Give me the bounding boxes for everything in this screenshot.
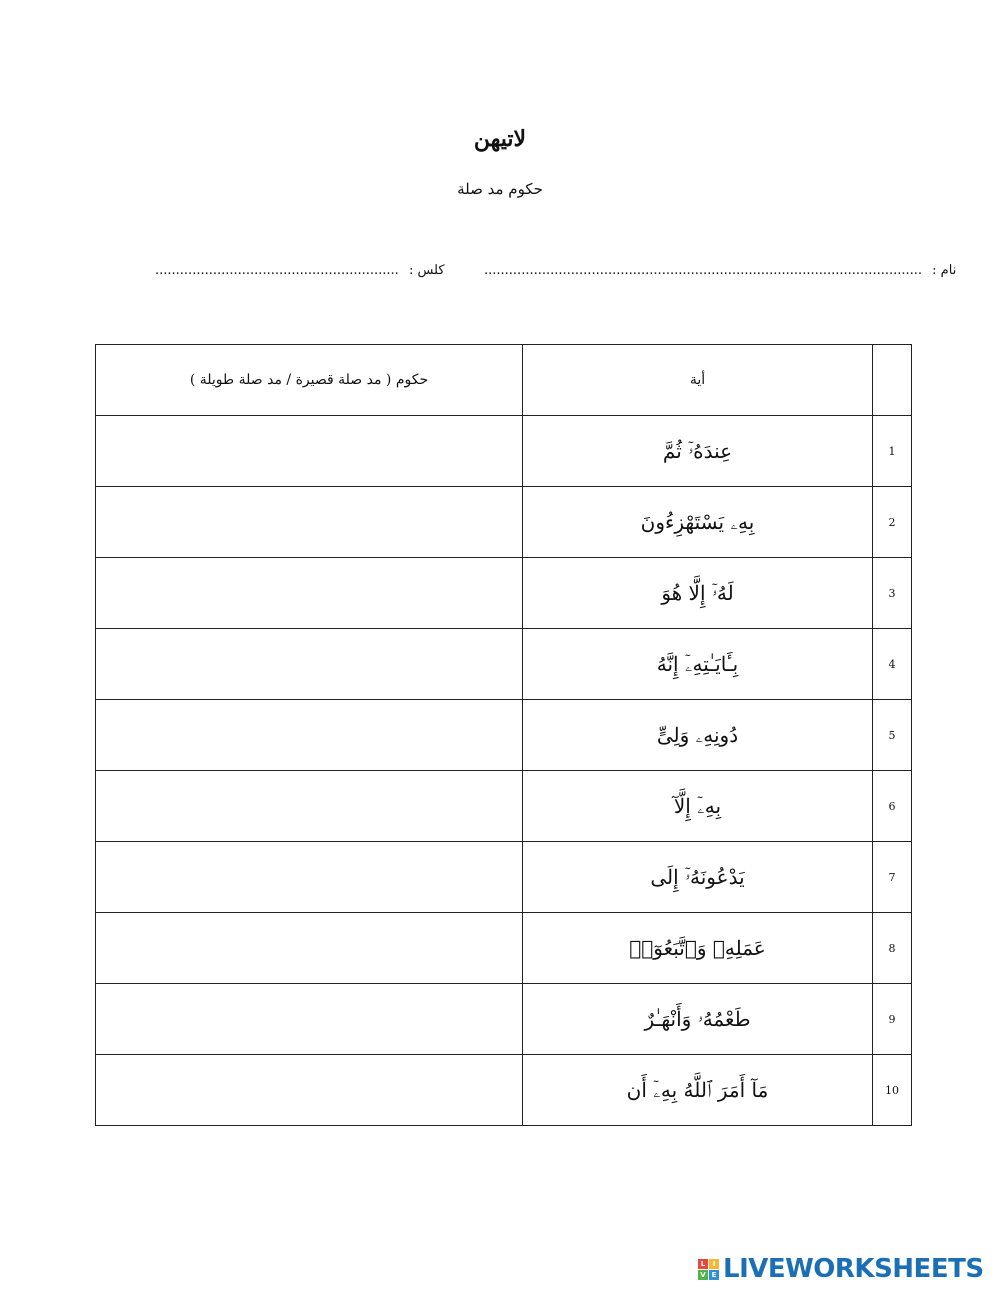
answer-input-cell[interactable]	[96, 913, 523, 984]
row-number: 9	[873, 984, 912, 1055]
answer-input-cell[interactable]	[96, 558, 523, 629]
class-label: كلس :	[408, 263, 445, 278]
logo-blocks-icon	[698, 1259, 719, 1280]
row-number: 10	[873, 1055, 912, 1126]
exercise-table	[95, 344, 912, 1126]
row-number: 1	[873, 416, 912, 487]
answer-input-cell[interactable]	[96, 700, 523, 771]
worksheet-title: لاتيهن	[473, 126, 527, 152]
table-row	[96, 629, 912, 700]
answer-input-cell[interactable]	[96, 1055, 523, 1126]
table-row	[96, 842, 912, 913]
logo-letter-block: E	[709, 1270, 719, 1280]
ayah-cell: عِندَهُۥٓ ثُمَّ	[523, 416, 873, 487]
logo-letter-block: I	[709, 1259, 719, 1269]
class-input-line[interactable]: ...........................................................	[155, 263, 399, 278]
worksheet-subtitle: حكوم مد صلة	[457, 180, 543, 198]
row-number: 4	[873, 629, 912, 700]
table-row	[96, 913, 912, 984]
header-answer: حكوم ( مد صلة قصيرة / مد صلة طويلة )	[96, 345, 523, 416]
table-row	[96, 1055, 912, 1126]
ayah-cell: دُونِهِۦ وَلِىٍّ	[523, 700, 873, 771]
ayah-cell: طَعْمُهُۥ وَأَنْهَـٰرٌ	[523, 984, 873, 1055]
answer-input-cell[interactable]	[96, 984, 523, 1055]
ayah-cell: بِـَٔايَـٰتِهِۦٓ إِنَّهُ	[523, 629, 873, 700]
ayah-cell: عَمَلِهِۦ وَٱتَّبَعُوٓا۟	[523, 913, 873, 984]
table-row	[96, 984, 912, 1055]
name-field[interactable]	[484, 263, 957, 278]
class-field[interactable]	[155, 263, 445, 278]
header-number	[873, 345, 912, 416]
logo-letter-block: L	[698, 1259, 708, 1269]
ayah-cell: لَهُۥٓ إِلَّا هُوَ	[523, 558, 873, 629]
answer-input-cell[interactable]	[96, 487, 523, 558]
row-number: 7	[873, 842, 912, 913]
row-number: 2	[873, 487, 912, 558]
table-row	[96, 700, 912, 771]
table-row	[96, 771, 912, 842]
logo-letter-block: V	[698, 1270, 708, 1280]
answer-input-cell[interactable]	[96, 416, 523, 487]
ayah-cell: بِهِۦٓ إِلَّآ	[523, 771, 873, 842]
header-ayah: أية	[523, 345, 873, 416]
ayah-cell: مَآ أَمَرَ ٱللَّهُ بِهِۦٓ أَن	[523, 1055, 873, 1126]
row-number: 3	[873, 558, 912, 629]
logo-text: LIVEWORKSHEETS	[723, 1254, 984, 1284]
answer-input-cell[interactable]	[96, 629, 523, 700]
row-number: 8	[873, 913, 912, 984]
answer-input-cell[interactable]	[96, 842, 523, 913]
table-header-row	[96, 345, 912, 416]
liveworksheets-logo	[698, 1255, 984, 1283]
row-number: 5	[873, 700, 912, 771]
ayah-cell: بِهِۦ يَسْتَهْزِءُونَ	[523, 487, 873, 558]
name-label: نام :	[932, 263, 957, 278]
name-input-line[interactable]: ..........................................................................................................	[484, 263, 923, 278]
table-row	[96, 416, 912, 487]
table-row	[96, 558, 912, 629]
answer-input-cell[interactable]	[96, 771, 523, 842]
ayah-cell: يَدْعُونَهُۥٓ إِلَى	[523, 842, 873, 913]
row-number: 6	[873, 771, 912, 842]
table-row	[96, 487, 912, 558]
